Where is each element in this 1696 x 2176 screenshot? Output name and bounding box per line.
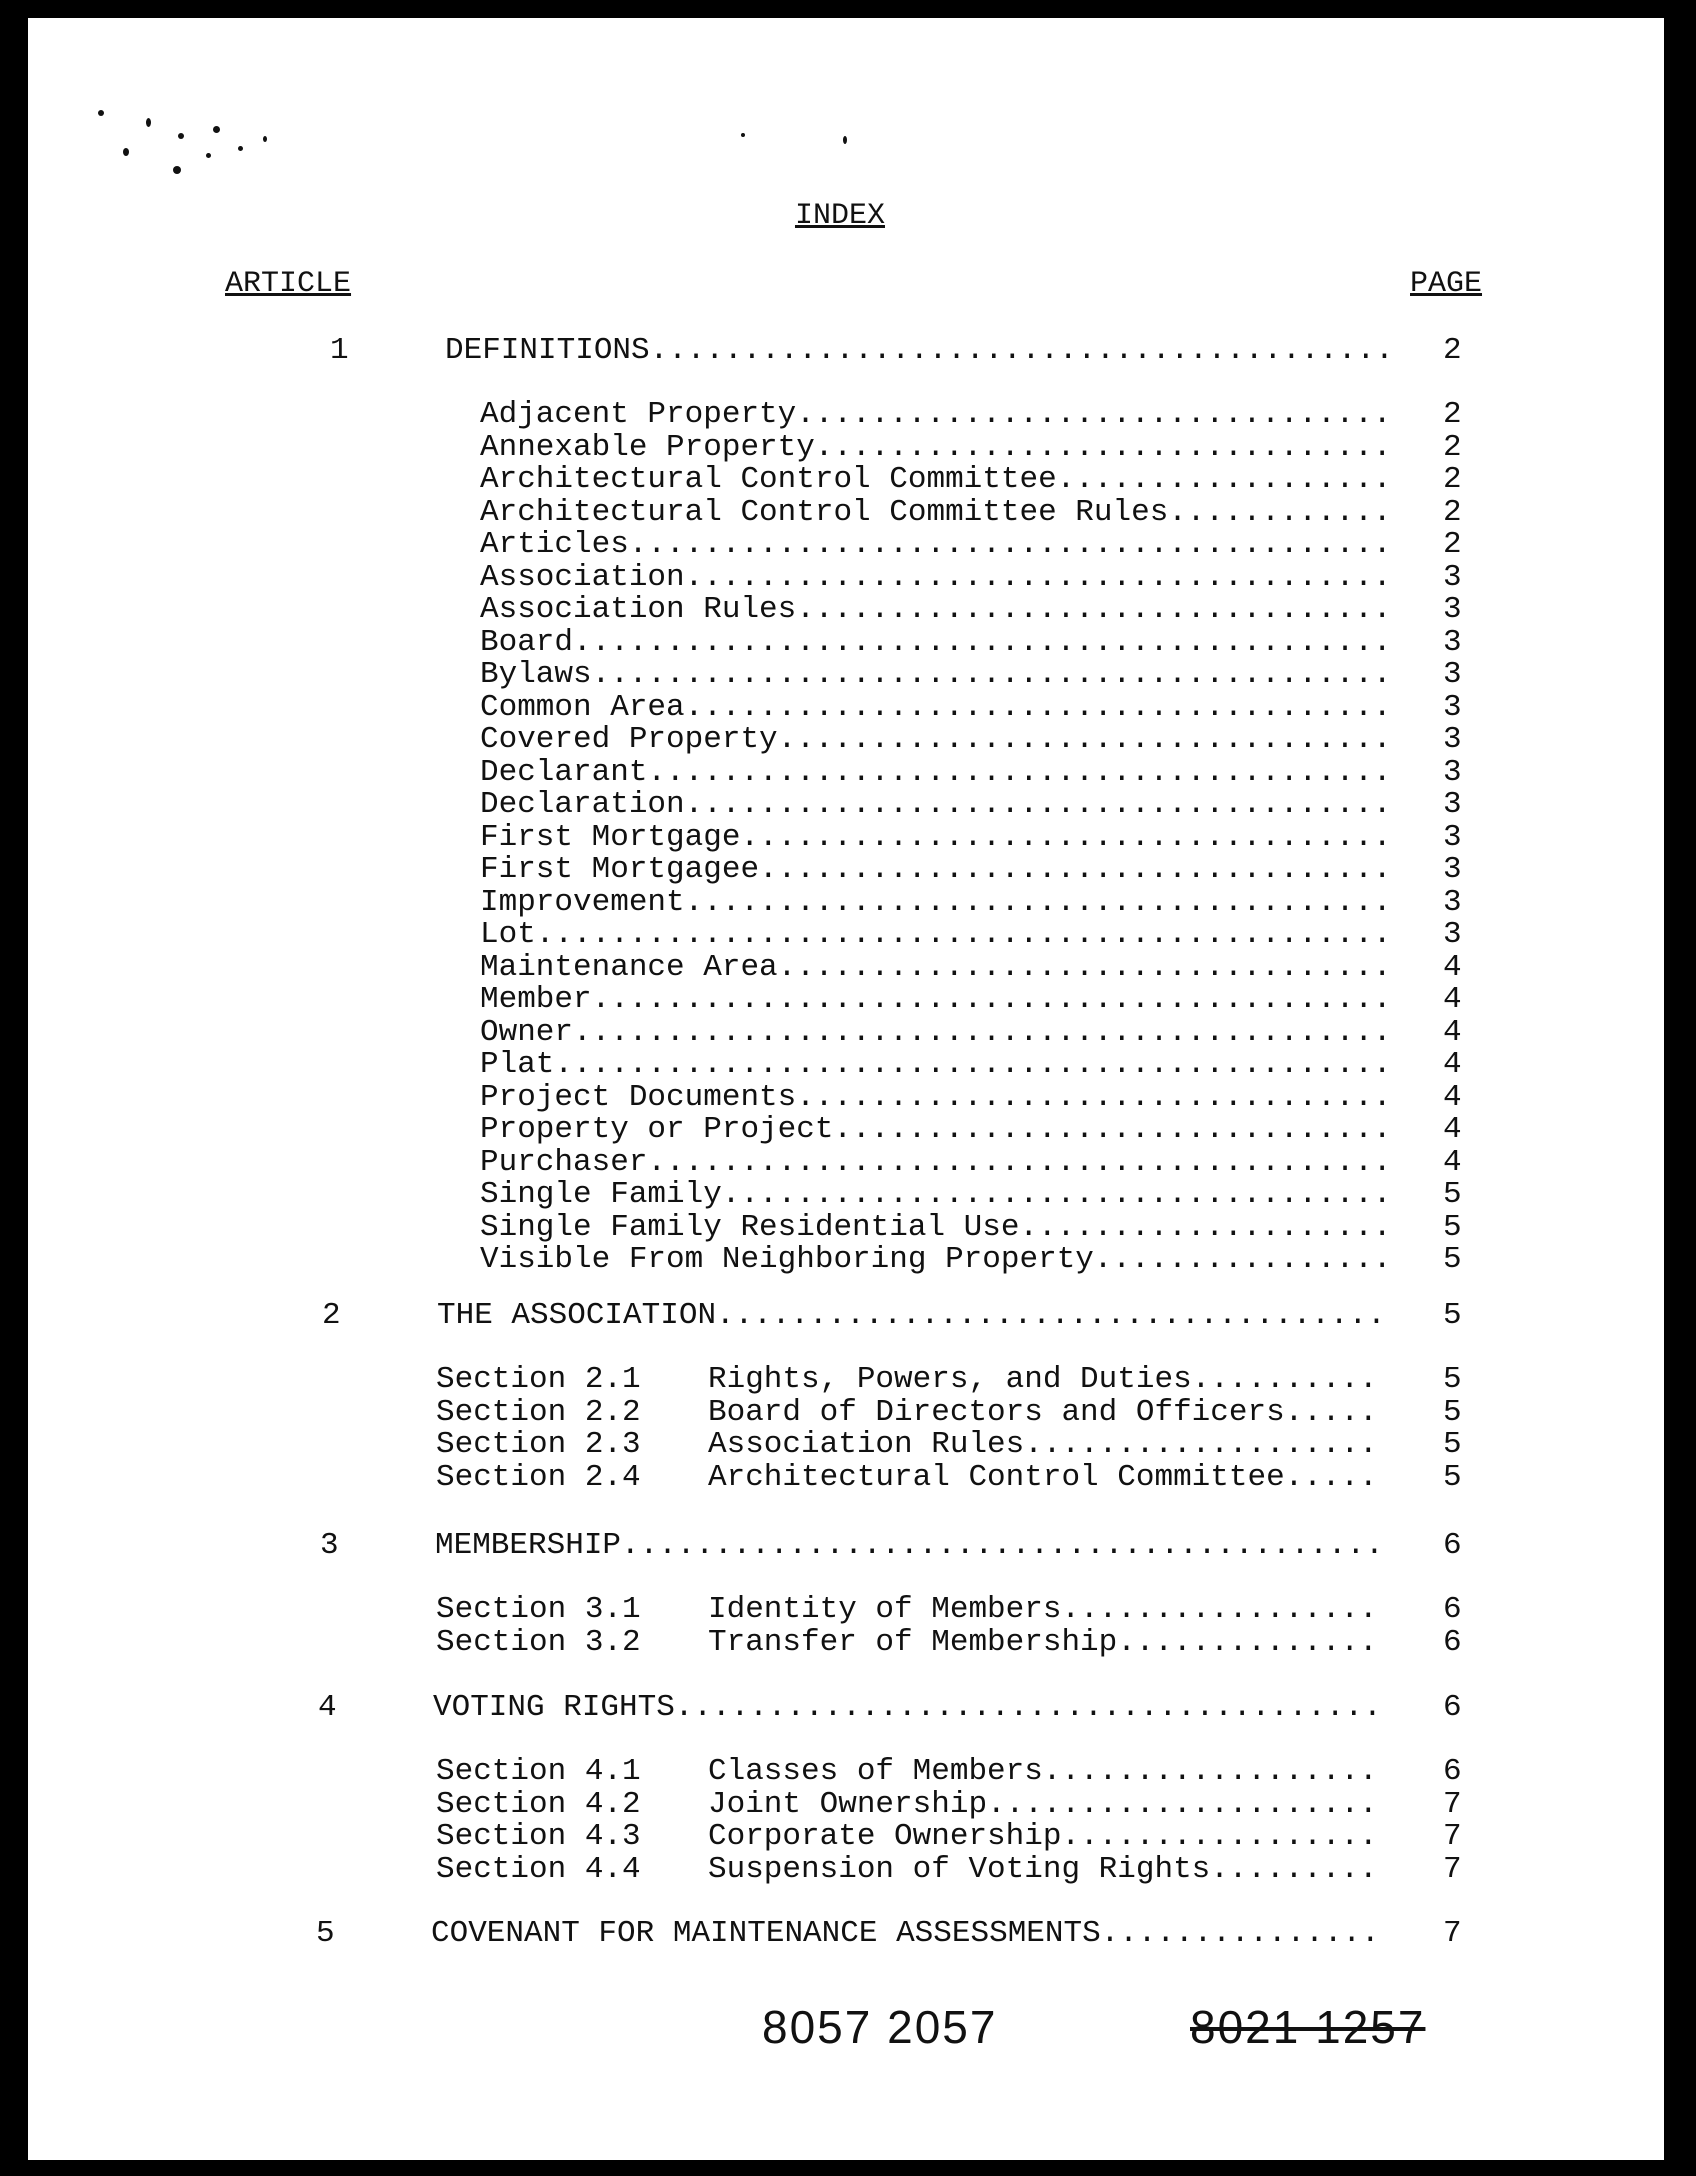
- page-number: 5: [1443, 1459, 1462, 1495]
- page-number: 7: [1443, 1819, 1462, 1854]
- dot-leader: ...........................................: [591, 982, 1392, 1017]
- dot-leader: ......................................: [674, 1690, 1382, 1725]
- page-number: 5: [1443, 1177, 1462, 1212]
- section-number: Section 4.1: [436, 1754, 641, 1789]
- entry-label: Plat: [480, 1047, 555, 1082]
- entry-label: Joint Ownership: [708, 1786, 988, 1822]
- page-number: 5: [1443, 1298, 1462, 1333]
- entry-label: VOTING RIGHTS: [433, 1690, 675, 1725]
- scan-speck: [238, 146, 243, 151]
- dot-leader: ...........................................: [591, 657, 1392, 692]
- scan-speck: [98, 110, 104, 116]
- page-number: 4: [1443, 1079, 1462, 1115]
- dot-leader: .....: [1284, 1394, 1378, 1430]
- entry-label: Property or Project: [480, 1112, 834, 1147]
- dot-leader: .................................: [777, 949, 1392, 985]
- dot-leader: ....................: [1019, 1209, 1392, 1245]
- page-number: 6: [1443, 1624, 1462, 1660]
- section-number: Section 2.4: [436, 1459, 641, 1495]
- dot-leader: .................: [1061, 1819, 1378, 1854]
- article-number: 1: [330, 333, 349, 368]
- entry-label: Transfer of Membership: [708, 1624, 1118, 1660]
- page-number: 3: [1443, 787, 1462, 822]
- dot-leader: .................................: [777, 722, 1392, 757]
- section-number: Section 3.2: [436, 1624, 641, 1660]
- entry-label: Adjacent Property: [480, 397, 797, 432]
- entry-label: MEMBERSHIP: [435, 1528, 622, 1563]
- page-number: 3: [1443, 657, 1462, 692]
- entry-label: Articles: [480, 527, 629, 562]
- entry-label: Architectural Control Committee Rules: [480, 494, 1169, 530]
- entry-label: Single Family: [480, 1177, 722, 1212]
- page-number: 4: [1443, 1014, 1462, 1050]
- dot-leader: .........: [1210, 1851, 1378, 1887]
- page-number: 6: [1443, 1754, 1462, 1789]
- page-title: INDEX: [794, 199, 885, 233]
- section-number: Section 4.3: [436, 1819, 641, 1854]
- dot-leader: ............................................: [573, 1014, 1392, 1050]
- page-column-header: PAGE: [1410, 267, 1483, 301]
- entry-label: Association Rules: [708, 1427, 1025, 1462]
- dot-leader: .............................................: [554, 1047, 1392, 1082]
- page-number: 2: [1443, 333, 1462, 368]
- entry-label: Association Rules: [480, 592, 797, 627]
- page-number: 6: [1443, 1528, 1462, 1563]
- dot-leader: ..............................................: [535, 917, 1392, 952]
- dot-leader: .....: [1284, 1459, 1378, 1495]
- entry-label: Association: [480, 559, 685, 595]
- page-number: 3: [1443, 559, 1462, 595]
- page-number: 3: [1443, 624, 1462, 660]
- scan-speck: [173, 166, 181, 174]
- dot-leader: ........................................: [647, 1144, 1392, 1180]
- page-number: 2: [1443, 494, 1462, 530]
- page-number: 3: [1443, 689, 1462, 725]
- article-number: 3: [320, 1528, 339, 1563]
- dot-leader: ........................................: [649, 333, 1394, 368]
- dot-leader: ................................: [796, 397, 1392, 432]
- article-number: 2: [322, 1298, 341, 1333]
- section-number: Section 2.3: [436, 1427, 641, 1462]
- dot-leader: ......................................: [684, 559, 1392, 595]
- entry-label: Architectural Control Committee: [480, 462, 1057, 497]
- page-number: 3: [1443, 819, 1462, 855]
- page-number: 4: [1443, 1112, 1462, 1147]
- entry-label: Maintenance Area: [480, 949, 778, 985]
- dot-leader: .................: [1061, 1592, 1378, 1627]
- scan-speck: [741, 133, 745, 137]
- dot-leader: ...................................: [740, 819, 1392, 855]
- section-number: Section 4.2: [436, 1786, 641, 1822]
- page-number: 4: [1443, 982, 1462, 1017]
- entry-label: Suspension of Voting Rights: [708, 1851, 1211, 1887]
- scan-speck: [146, 118, 151, 127]
- entry-label: DEFINITIONS: [445, 333, 650, 368]
- dot-leader: ...............................: [814, 429, 1392, 465]
- page-number: 3: [1443, 917, 1462, 952]
- dot-leader: ....................................: [716, 1298, 1386, 1333]
- dot-leader: ................: [1093, 1242, 1392, 1277]
- entry-label: Identity of Members: [708, 1592, 1062, 1627]
- dot-leader: .....................: [987, 1786, 1378, 1822]
- dot-leader: ............................................: [573, 624, 1392, 660]
- entry-label: Project Documents: [480, 1079, 797, 1115]
- page-number: 3: [1443, 852, 1462, 887]
- entry-label: Bylaws: [480, 657, 592, 692]
- dot-leader: ................................: [796, 592, 1392, 627]
- dot-leader: ..............: [1117, 1624, 1378, 1660]
- dot-leader: ................................: [796, 1079, 1392, 1115]
- entry-label: Owner: [480, 1014, 574, 1050]
- dot-leader: ...................: [1024, 1427, 1378, 1462]
- page-number: 5: [1443, 1362, 1462, 1397]
- page-number: 3: [1443, 592, 1462, 627]
- page-number: 3: [1443, 754, 1462, 790]
- dot-leader: ..................: [1042, 1754, 1378, 1789]
- page-number: 7: [1443, 1916, 1462, 1951]
- entry-label: Declarant: [480, 754, 648, 790]
- entry-label: Architectural Control Committee: [708, 1459, 1285, 1495]
- page-number: 2: [1443, 527, 1462, 562]
- dot-leader: ......................................: [684, 884, 1392, 920]
- page-number: 3: [1443, 884, 1462, 920]
- article-number: 5: [316, 1916, 335, 1951]
- entry-label: Covered Property: [480, 722, 778, 757]
- dot-leader: ......................................: [684, 787, 1392, 822]
- page-number: 4: [1443, 1047, 1462, 1082]
- entry-label: First Mortgage: [480, 819, 741, 855]
- scan-speck: [213, 126, 220, 133]
- section-number: Section 2.1: [436, 1362, 641, 1397]
- dot-leader: .........................................: [628, 527, 1392, 562]
- page-number: 5: [1443, 1394, 1462, 1430]
- entry-label: Declaration: [480, 787, 685, 822]
- dot-leader: ........................................: [647, 754, 1392, 790]
- entry-label: Annexable Property: [480, 429, 815, 465]
- dot-leader: ...............: [1100, 1916, 1380, 1951]
- entry-label: THE ASSOCIATION: [437, 1298, 717, 1333]
- scan-speck: [123, 148, 129, 156]
- dot-leader: .........................................: [621, 1528, 1384, 1563]
- page-number: 3: [1443, 722, 1462, 757]
- section-number: Section 3.1: [436, 1592, 641, 1627]
- scan-speck: [178, 133, 184, 139]
- struck-document-number: 8021 1257: [1190, 2001, 1426, 2053]
- entry-label: Classes of Members: [708, 1754, 1043, 1789]
- dot-leader: ....................................: [721, 1177, 1392, 1212]
- page-number: 2: [1443, 397, 1462, 432]
- entry-label: Board of Directors and Officers: [708, 1394, 1285, 1430]
- page-number: 7: [1443, 1786, 1462, 1822]
- dot-leader: ......................................: [684, 689, 1392, 725]
- scan-speck: [843, 136, 847, 144]
- page-number: 5: [1443, 1209, 1462, 1245]
- entry-label: Purchaser: [480, 1144, 648, 1180]
- entry-label: Visible From Neighboring Property: [480, 1242, 1094, 1277]
- entry-label: Lot: [480, 917, 536, 952]
- page-number: 2: [1443, 429, 1462, 465]
- dot-leader: ..................: [1056, 462, 1392, 497]
- dot-leader: ..................................: [759, 852, 1392, 887]
- page-number: 5: [1443, 1242, 1462, 1277]
- entry-label: COVENANT FOR MAINTENANCE ASSESSMENTS: [431, 1916, 1101, 1951]
- dot-leader: ..............................: [833, 1112, 1392, 1147]
- section-number: Section 4.4: [436, 1851, 641, 1887]
- document-number: 8057 2057: [762, 2001, 998, 2053]
- dot-leader: ............: [1168, 494, 1392, 530]
- entry-label: Corporate Ownership: [708, 1819, 1062, 1854]
- page-number: 5: [1443, 1427, 1462, 1462]
- page-number: 4: [1443, 1144, 1462, 1180]
- scan-speck: [206, 153, 211, 158]
- page-number: 6: [1443, 1592, 1462, 1627]
- entry-label: Single Family Residential Use: [480, 1209, 1020, 1245]
- entry-label: First Mortgagee: [480, 852, 760, 887]
- page-number: 4: [1443, 949, 1462, 985]
- entry-label: Board: [480, 624, 574, 660]
- entry-label: Member: [480, 982, 592, 1017]
- scan-speck: [263, 136, 267, 142]
- dot-leader: ..........: [1191, 1362, 1378, 1397]
- article-number: 4: [318, 1690, 337, 1725]
- page-number: 7: [1443, 1851, 1462, 1887]
- entry-label: Improvement: [480, 884, 685, 920]
- section-number: Section 2.2: [436, 1394, 641, 1430]
- page-number: 6: [1443, 1690, 1462, 1725]
- page-number: 2: [1443, 462, 1462, 497]
- entry-label: Rights, Powers, and Duties: [708, 1362, 1192, 1397]
- article-column-header: ARTICLE: [225, 267, 352, 301]
- entry-label: Common Area: [480, 689, 685, 725]
